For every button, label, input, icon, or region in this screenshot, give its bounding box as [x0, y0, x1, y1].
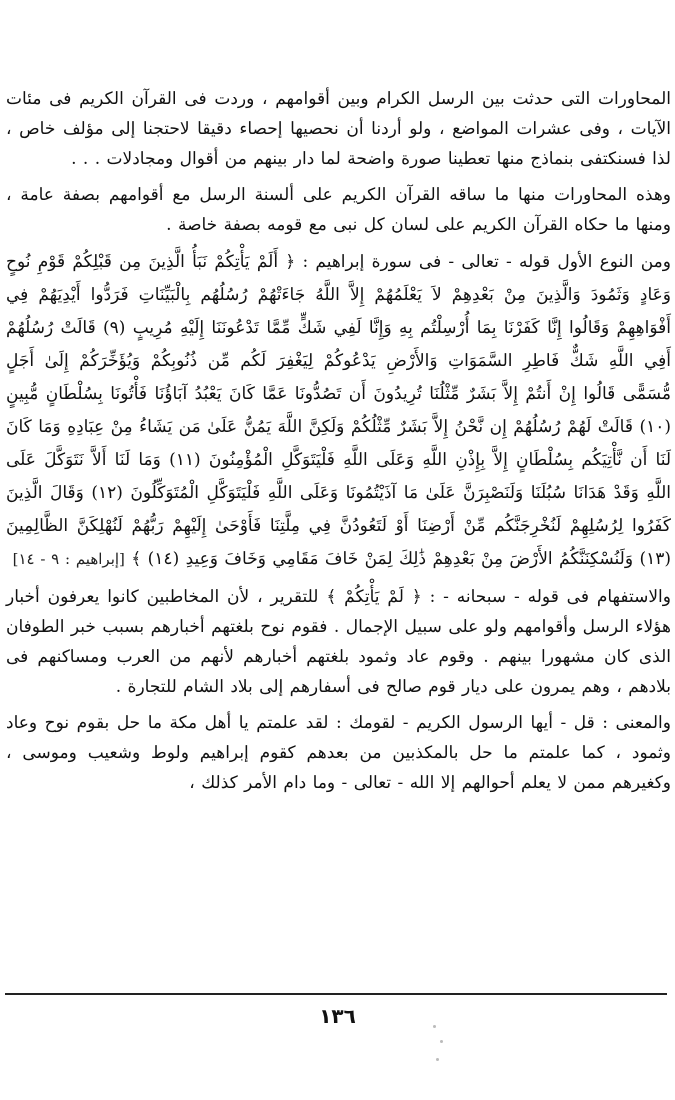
page-number: ١٣٦ [319, 1004, 356, 1028]
page-body [6, 84, 671, 798]
quran-citation: [إبراهيم : ٩ - ١٤] [12, 550, 125, 568]
quran-passage [6, 246, 671, 576]
paragraph-interrogation: والاستفهام فى قوله - سبحانه - : ﴿ لَمْ يَأْتِكُمْ ﴾ للتقرير ، لأن المخاطبين كانوا يعرفون أخبار هؤلاء الرسل وأقوامهم ولو على سبيل الإجمال . فقوم نوح بلغتهم أخبارهم بسبب خبر الطوفان الذى كان مشهورا بينهم . وقوم عاد وثمود بلغتهم أخبارهم لأنهم من العرب ومساكنهم فى بلادهم ، وهم يمرون على ديار قوم صالح فى أسفارهم إلى بلاد الشام للتجارة . [6, 587, 671, 697]
footer-rule [5, 993, 667, 995]
quran-verses: ﴿ أَلَمْ يَأْتِكُمْ نَبَأُ الَّذِينَ مِن قَبْلِكُمْ قَوْمِ نُوحٍ وَعَادٍ وَثَمُودَ وَالَّذِينَ مِنْ بَعْدِهِمْ لاَ يَعْلَمُهُمْ إِلاَّ اللَّهُ جَاءَتْهُمْ رُسُلُهُم بِالْبَيِّنَاتِ فَرَدُّوا أَيْدِيَهُمْ فِي أَفْوَاهِهِمْ وَقَالُوا إِنَّا كَفَرْنَا بِمَا أُرْسِلْتُم بِهِ وَإِنَّا لَفِي شَكٍّ مِّمَّا تَدْعُونَنَا إِلَيْهِ مُرِيبٍ (٩) قَالَتْ رُسُلُهُمْ أَفِي اللَّهِ شَكٌّ فَاطِرِ السَّمَوَاتِ وَالأَرْضِ يَدْعُوكُمْ لِيَغْفِرَ لَكُم مِّن ذُنُوبِكُمْ وَيُؤَخِّرَكُمْ إِلَىٰ أَجَلٍ مُّسَمًّى قَالُوا إِنْ أَنتُمْ إِلاَّ بَشَرٌ مِّثْلُنَا تُرِيدُونَ أَن تَصُدُّونَا عَمَّا كَانَ يَعْبُدُ آبَاؤُنَا فَأْتُونَا بِسُلْطَانٍ مُّبِينٍ (١٠) قَالَتْ لَهُمْ رُسُلُهُمْ إِن نَّحْنُ إِلاَّ بَشَرٌ مِّثْلُكُمْ وَلَكِنَّ اللَّهَ يَمُنُّ عَلَىٰ مَن يَشَاءُ مِنْ عِبَادِهِ وَمَا كَانَ لَنَا أَن نَّأْتِيَكُم بِسُلْطَانٍ إِلاَّ بِإِذْنِ اللَّهِ وَعَلَى اللَّهِ فَلْيَتَوَكَّلِ الْمُؤْمِنُونَ (١١) وَمَا لَنَا أَلاَّ نَتَوَكَّلَ عَلَى اللَّهِ وَقَدْ هَدَانَا سُبُلَنَا وَلَنَصْبِرَنَّ عَلَىٰ مَا آذَيْتُمُونَا وَعَلَى اللَّهِ فَلْيَتَوَكَّلِ الْمُتَوَكِّلُونَ (١٢) وَقَالَ الَّذِينَ كَفَرُوا لِرُسُلِهِمْ لَنُخْرِجَنَّكُم مِّنْ أَرْضِنَا أَوْ لَتَعُودُنَّ فِي مِلَّتِنَا فَأَوْحَىٰ إِلَيْهِمْ رَبُّهُمْ لَنُهْلِكَنَّ الظَّالِمِينَ (١٣) وَلَنُسْكِنَنَّكُمُ الأَرْضَ مِنْ بَعْدِهِمْ ذَٰلِكَ لِمَنْ خَافَ مَقَامِي وَخَافَ وَعِيدِ (١٤) ﴾ [6, 252, 672, 569]
quran-intro: ومن النوع الأول قوله - تعالى - فى سورة إبراهيم : [302, 252, 671, 272]
scan-speck [440, 1040, 443, 1043]
scan-speck [433, 1025, 436, 1028]
paragraph-types: وهذه المحاورات منها ما ساقه القرآن الكريم على ألسنة الرسل مع أقوامهم بصفة عامة ، ومنها ما حكاه القرآن الكريم على لسان كل نبى مع قومه بصفة خاصة . [6, 185, 671, 235]
paragraph-intro: المحاورات التى حدثت بين الرسل الكرام وبين أقوامهم ، وردت فى القرآن الكريم فى مئات الآيات ، وفى عشرات المواضع ، ولو أردنا أن نحصيها إحصاء دقيقا لاحتجنا إلى مؤلف خاص ، لذا فسنكتفى بنماذج منها تعطينا صورة واضحة لما دار بينهم من أقوال ومجادلات . . . [6, 89, 671, 169]
scan-speck [436, 1058, 439, 1061]
paragraph-meaning: والمعنى : قل - أيها الرسول الكريم - لقومك : لقد علمتم يا أهل مكة ما حل بقوم نوح وعاد وثمود ، كما علمتم ما حل بالمكذبين من بعدهم كقوم إبراهيم ولوط وشعيب وموسى ، وكغيرهم ممن لا يعلم أحوالهم إلا الله - تعالى - وما دام الأمر كذلك ، [6, 713, 671, 793]
